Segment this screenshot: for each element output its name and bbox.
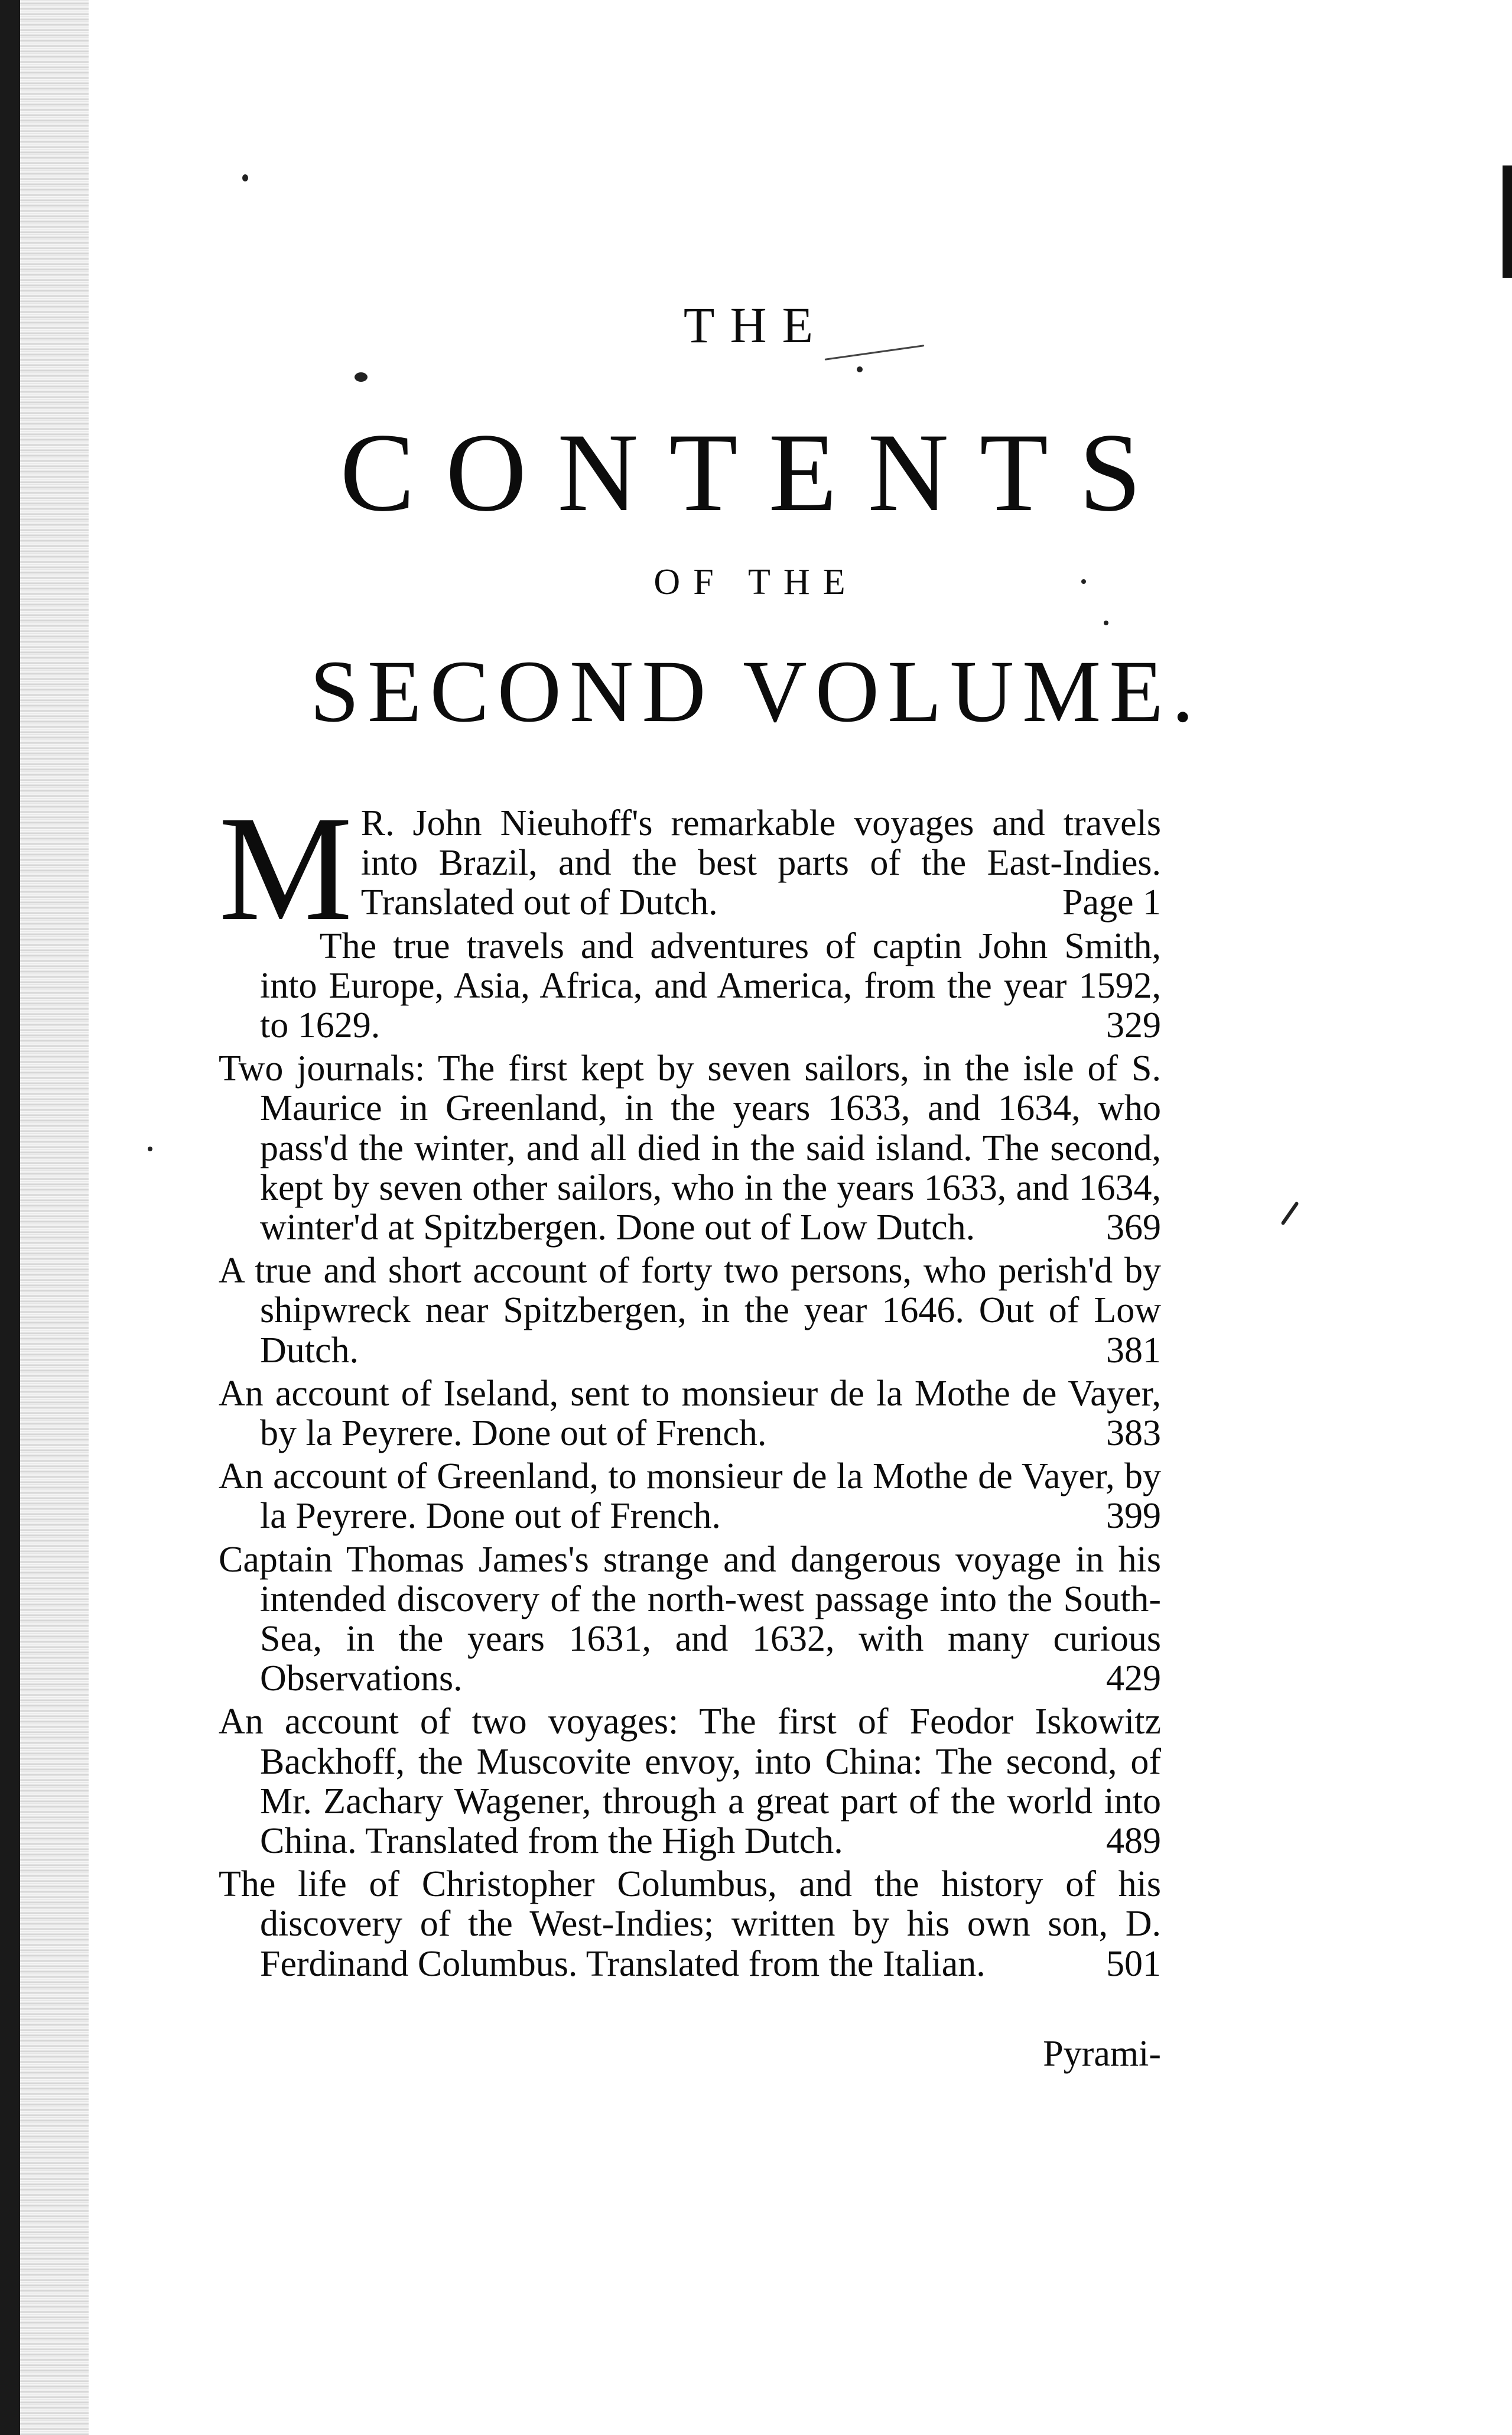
contents-entry <box>219 1540 1161 1699</box>
heading-the: THE <box>683 297 829 353</box>
contents-entry <box>219 1702 1161 1861</box>
heading-contents: CONTENTS <box>340 411 1172 535</box>
heading-of-the: OF THE <box>653 562 859 602</box>
ink-speck <box>355 372 368 382</box>
entry-title: The life of Christopher Columbus, and the history of his discovery of the West-Indies; written by his own son, D. Ferdinand Columbus. Translated from the Italian. <box>219 1864 1161 1984</box>
entry-title: An account of two voyages: The first of Feodor Iskowitz Backhoff, the Muscovite envoy, into China: The second, of Mr. Zachary Wagener, through a great part of the world into China. Translated from the High Dutch. <box>219 1702 1161 1862</box>
entry-page-number: 489 <box>1106 1821 1161 1862</box>
binding-gutter-edge <box>0 0 20 2435</box>
ink-speck <box>1104 621 1108 625</box>
contents-entry <box>219 1374 1161 1453</box>
entry-title: Two journals: The first kept by seven sailors, in the isle of S. Maurice in Greenland, in the years 1633, and 1634, who pass'd the winter, and all died in the said island. The second, kept by seven other sailors, who in the years 1633, and 1634, winter'd at Spitzbergen. Done out of Low Dutch. <box>219 1048 1161 1248</box>
entry-page-number: 501 <box>1106 1943 1161 1984</box>
entry-page-number: 329 <box>1106 1005 1161 1046</box>
entry-title: An account of Greenland, to monsieur de la Mothe de Vayer, by la Peyrere. Done out of French. <box>219 1456 1161 1537</box>
contents-entry <box>219 1457 1161 1536</box>
entry-page-number: 381 <box>1106 1330 1161 1371</box>
ink-speck <box>148 1147 152 1151</box>
entry-page-number: 399 <box>1106 1496 1161 1537</box>
page-edge-mark <box>1503 165 1512 278</box>
contents-entry <box>219 927 1161 1046</box>
heading-second-volume: SECOND VOLUME. <box>310 642 1202 741</box>
contents-entry <box>219 1049 1161 1248</box>
contents-entry <box>219 1251 1161 1371</box>
catchword: Pyrami- <box>1043 2034 1161 2074</box>
ink-speck <box>857 366 863 372</box>
entry-page-number: 369 <box>1106 1207 1161 1248</box>
entry-title: A true and short account of forty two persons, who perish'd by shipwreck near Spitzbergen, in the year 1646. Out of Low Dutch. <box>219 1251 1161 1371</box>
drop-capital: M <box>219 785 353 952</box>
entry-title: The true travels and adventures of captin John Smith, into Europe, Asia, Africa, and America, from the year 1592, to 1629. <box>260 926 1161 1046</box>
contents-entry <box>219 785 1161 952</box>
entry-page-number: Page 1 <box>1062 882 1161 923</box>
entry-title: An account of Iseland, sent to monsieur de la Mothe de Vayer, by la Peyrere. Done out of French. <box>219 1373 1161 1454</box>
entry-page-number: 383 <box>1106 1413 1161 1454</box>
ink-speck <box>242 174 248 181</box>
ink-stroke <box>1280 1201 1299 1225</box>
entry-page-number: 429 <box>1106 1658 1161 1699</box>
entry-title: Captain Thomas James's strange and dangerous voyage in his intended discovery of the north-west passage into the South-Sea, in the years 1631, and 1632, with many curious Observations. <box>219 1539 1161 1699</box>
entry-title: R. John Nieuhoff's remarkable voyages and travels into Brazil, and the best parts of the East-Indies. Translated out of Dutch. <box>360 803 1161 923</box>
contents-list <box>219 785 1161 1988</box>
contents-entry <box>219 1865 1161 1984</box>
